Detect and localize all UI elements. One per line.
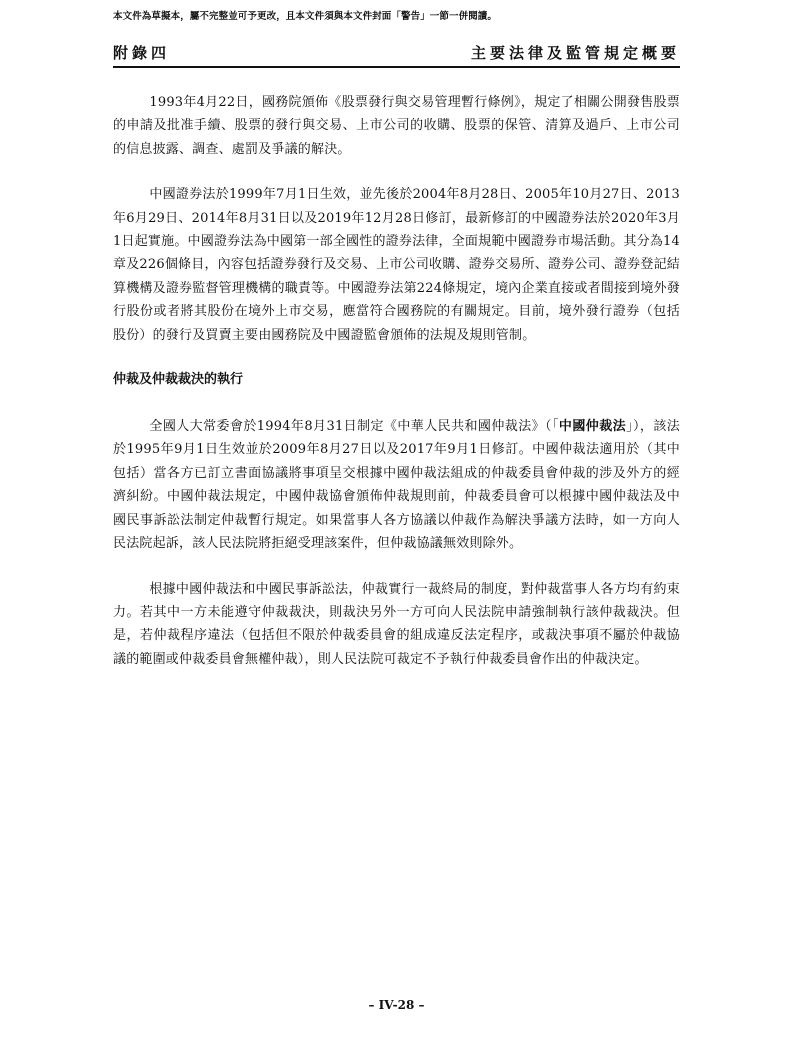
appendix-title: 附錄四 bbox=[113, 44, 171, 62]
section-heading-arbitration: 仲裁及仲裁裁決的執行 bbox=[113, 372, 244, 388]
paragraph-arbitration-law bbox=[113, 415, 680, 555]
page-header bbox=[113, 40, 680, 68]
appendix-subject: 主要法律及監管規定概要 bbox=[470, 44, 680, 62]
paragraph-1993-regulation: 1993年4月22日，國務院頒佈《股票發行與交易管理暫行條例》，規定了相關公開發售股票的申請及批准手續、股票的發行與交易、上市公司的收購、股票的保管、清算及過戶、上市公司的信息披露、調查、處罰及爭議的解決。 bbox=[113, 95, 680, 157]
arbitration-law-text-start: 全國人大常委會於1994年8月31日制定《中華人民共和國仲裁法》（「 bbox=[149, 419, 559, 435]
defined-term-arbitration-law: 中國仲裁法 bbox=[558, 419, 627, 435]
paragraph-arbitration-enforcement: 根據中國仲裁法和中國民事訴訟法，仲裁實行一裁終局的制度，對仲裁當事人各方均有約束力。若其中一方未能遵守仲裁裁決，則裁決另外一方可向人民法院申請強制執行該仲裁裁決。但是，若仲裁程序違法（包括但不限於仲裁委員會的組成違反法定程序，或裁決事項不屬於仲裁協議的範圍或仲裁委員會無權仲裁），則人民法院可裁定不予執行仲裁委員會作出的仲裁決定。 bbox=[113, 581, 680, 667]
paragraph-securities-law: 中國證券法於1999年7月1日生效，並先後於2004年8月28日、2005年10月27日、2013年6月29日、2014年8月31日以及2019年12月28日修訂，最新修訂的中國證券法於2020年3月1日起實施。中國證券法為中國第一部全國性的證券法律，全面規範中國證券市場活動。其分為14章及226個條目，內容包括證券發行及交易、上市公司收購、證券交易所、證券公司、證券登記結算機構及證券監督管理機構的職責等。中國證券法第224條規定，境內企業直接或者間接到境外發行股份或者將其股份在境外上市交易，應當符合國務院的有關規定。目前，境外發行證券（包括股份）的發行及買賣主要由國務院及中國證監會頒佈的法規及規則管制。 bbox=[113, 187, 680, 343]
arbitration-law-text-rest: 」），該法於1995年9月1日生效並於2009年8月27日以及2017年9月1日修訂。中國仲裁法適用於（其中包括）當各方已訂立書面協議將事項呈交根據中國仲裁法組成的仲裁委員會仲裁的涉及外方的經濟糾紛。中國仲裁法規定，中國仲裁協會頒佈仲裁規則前，仲裁委員會可以根據中國仲裁法及中國民事訴訟法制定仲裁暫行規定。如果當事人各方協議以仲裁作為解決爭議方法時，如一方向人民法院起訴，該人民法院將拒絕受理該案件，但仲裁協議無效則除外。 bbox=[113, 419, 680, 552]
page-number: – IV-28 – bbox=[368, 998, 425, 1012]
page-body bbox=[113, 91, 680, 693]
draft-warning: 本文件為草擬本，屬不完整並可予更改，且本文件須與本文件封面「警告」一節一併閱讀。 bbox=[113, 11, 498, 22]
